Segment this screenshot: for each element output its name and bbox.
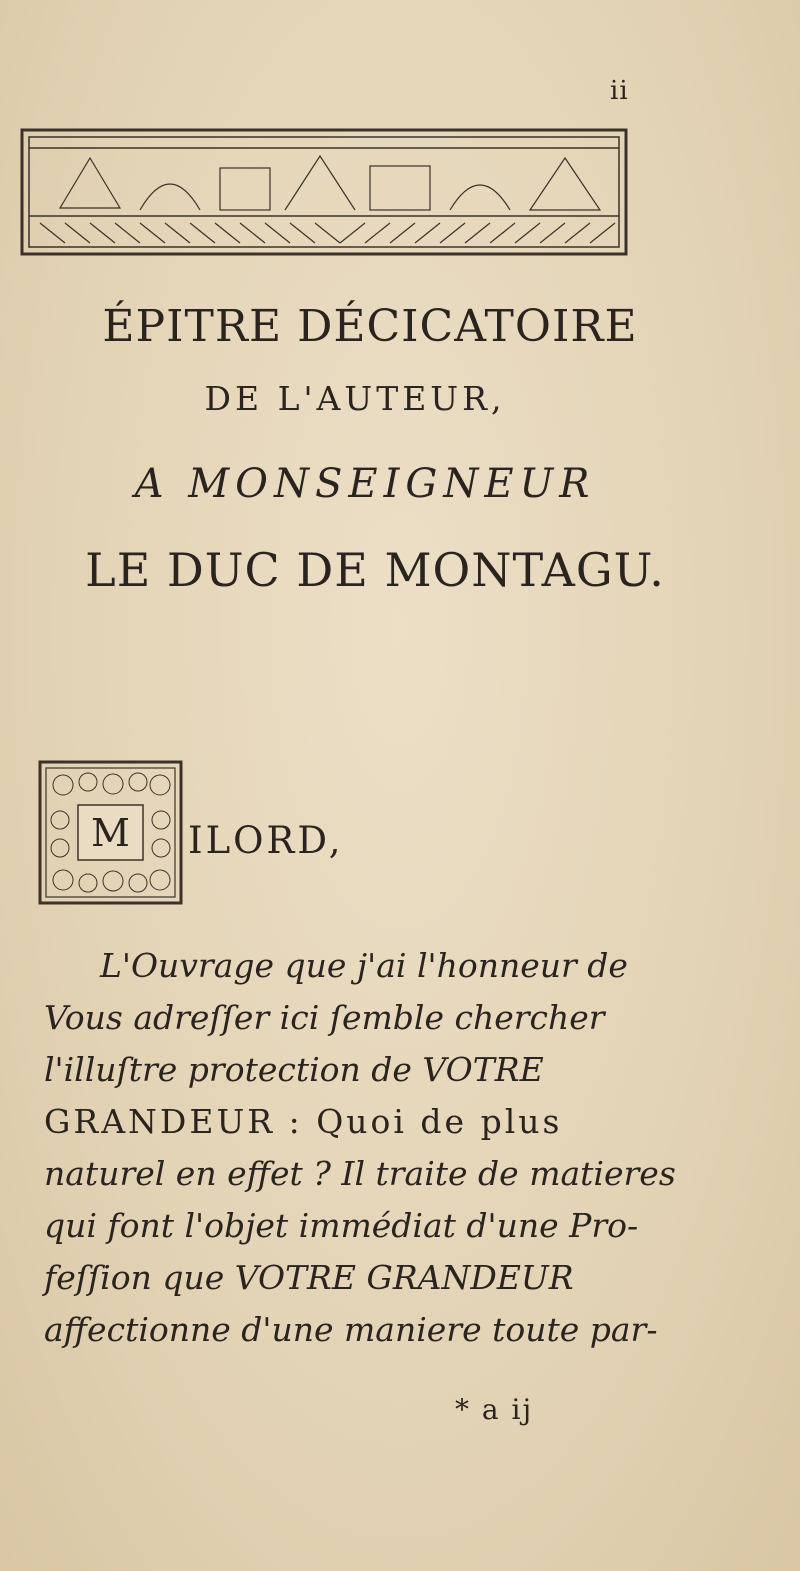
title-line-3: A MONSEIGNEUR	[134, 461, 596, 507]
body-line-5: naturel en effet ? Il traite de matieres	[44, 1154, 676, 1193]
body-line-7: feſſion que VOTRE GRANDEUR	[44, 1258, 574, 1297]
title-line-1: ÉPITRE DÉCICATOIRE	[102, 301, 638, 352]
body-line-4: GRANDEUR : Quoi de plus	[44, 1102, 563, 1141]
body-paragraph	[44, 940, 764, 1356]
title-line-4: LE DUC DE MONTAGU.	[85, 543, 665, 597]
body-line-6: qui font l'objet immédiat d'une Pro-	[44, 1206, 639, 1245]
title-line-2: DE L'AUTEUR,	[204, 379, 506, 418]
headpiece-ornament	[20, 128, 628, 256]
body-line-2: Vous adreſſer ici ſemble chercher	[44, 998, 605, 1037]
signature-mark: * a ij	[455, 1393, 534, 1426]
drop-cap-letter: M	[91, 811, 130, 855]
salutation: ILORD,	[188, 819, 344, 862]
page-number: ii	[610, 76, 629, 106]
body-line-8: affectionne d'une maniere toute par-	[44, 1310, 658, 1349]
body-line-3: l'illuſtre protection de VOTRE	[44, 1050, 544, 1089]
ornamental-initial	[38, 760, 183, 905]
body-line-1: L'Ouvrage que j'ai l'honneur de	[100, 946, 628, 985]
